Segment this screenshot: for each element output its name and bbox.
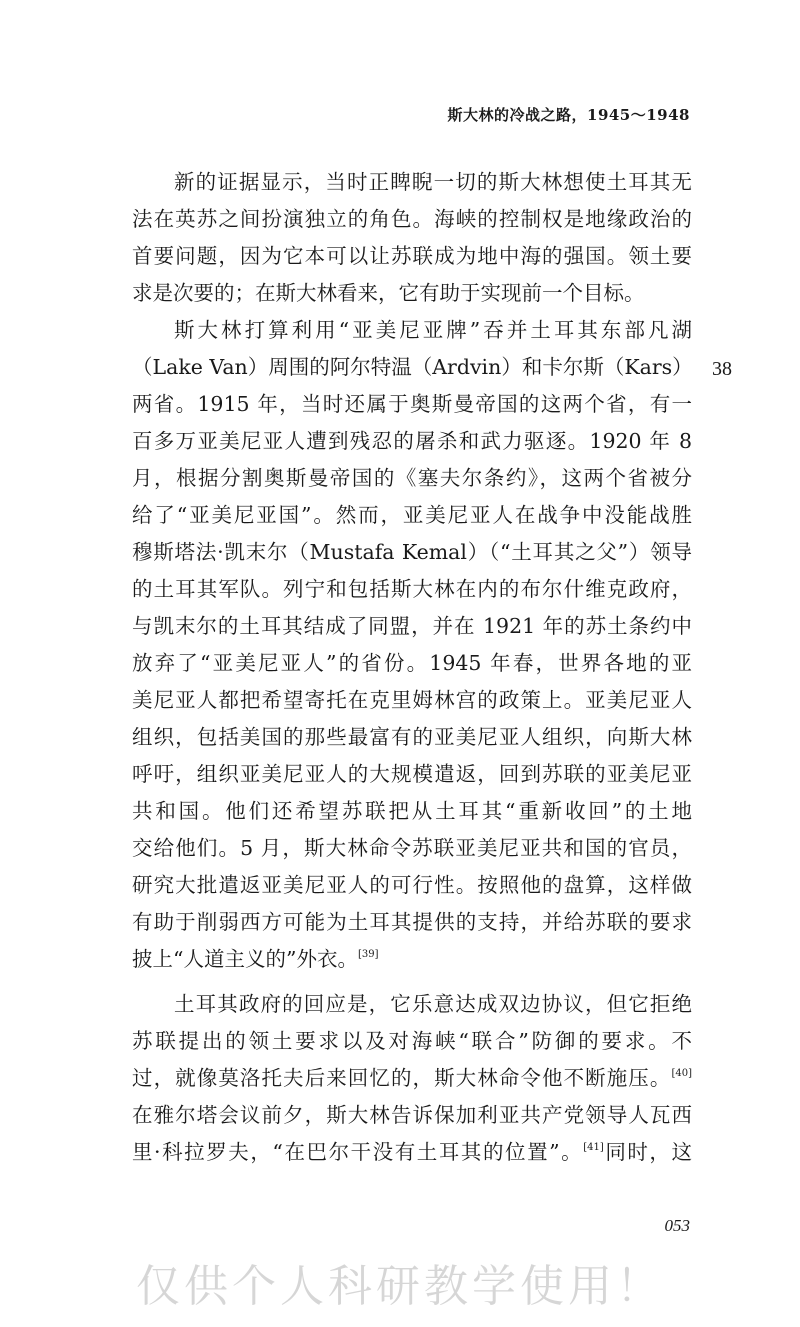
text-line: 共和国。他们还希望苏联把从土耳其“重新收回”的土地 (132, 799, 692, 823)
text-line: 放弃了“亚美尼亚人”的省份。1945 年春，世界各地的亚 (132, 651, 692, 675)
text-line: 首要问题，因为它本可以让苏联成为地中海的强国。领土要 (132, 244, 692, 268)
text-line: 斯大林打算利用“亚美尼亚牌”吞并土耳其东部凡湖 (174, 318, 692, 342)
watermark: 仅供个人科研教学使用！ (136, 1261, 664, 1312)
text-line: 与凯末尔的土耳其结成了同盟，并在 1921 年的苏土条约中 (132, 614, 692, 638)
footnote-ref[interactable]: [39] (357, 949, 379, 960)
text-line: 百多万亚美尼亚人遭到残忍的屠杀和武力驱逐。1920 年 8 (132, 429, 692, 453)
line-text: 过，就像莫洛托夫后来回忆的，斯大林命令他不断施压。 (132, 1066, 672, 1090)
body-text (132, 164, 692, 1171)
text-line: 呼吁，组织亚美尼亚人的大规模遣返，回到苏联的亚美尼亚 (132, 762, 692, 786)
text-line (132, 1060, 692, 1097)
text-line: 土耳其政府的回应是，它乐意达成双边协议，但它拒绝 (174, 992, 692, 1016)
text-line: 苏联提出的领土要求以及对海峡“联合”防御的要求。不 (132, 1029, 692, 1053)
text-line: 法在英苏之间扮演独立的角色。海峡的控制权是地缘政治的 (132, 207, 692, 231)
running-head: 斯大林的冷战之路，1945～1948 (447, 106, 690, 124)
footnote-ref[interactable]: [41] (583, 1142, 604, 1153)
text-line: 有助于削弱西方可能为土耳其提供的支持，并给苏联的要求 (132, 910, 692, 934)
text-line (132, 1134, 692, 1171)
margin-page-reference: 38 (712, 358, 732, 380)
text-line: 月，根据分割奥斯曼帝国的《塞夫尔条约》，这两个省被分 (132, 466, 692, 490)
text-line: 研究大批遣返亚美尼亚人的可行性。按照他的盘算，这样做 (132, 873, 692, 897)
text-line: 交给他们。5 月，斯大林命令苏联亚美尼亚共和国的官员， (132, 836, 692, 860)
line-text: 披上“人道主义的”外衣。 (132, 947, 358, 971)
line-text: 里·科拉罗夫，“在巴尔干没有土耳其的位置”。 (132, 1140, 584, 1164)
footnote-ref[interactable]: [40] (671, 1068, 692, 1079)
page-number: 053 (664, 1216, 690, 1235)
text-line: 给了“亚美尼亚国”。然而，亚美尼亚人在战争中没能战胜 (132, 503, 692, 527)
text-line: 求是次要的；在斯大林看来，它有助于实现前一个目标。 (132, 281, 645, 305)
line-text: 同时，这 (603, 1140, 692, 1164)
text-line: 新的证据显示，当时正睥睨一切的斯大林想使土耳其无 (174, 170, 692, 194)
text-line: 美尼亚人都把希望寄托在克里姆林宫的政策上。亚美尼亚人 (132, 688, 692, 712)
text-line: 的土耳其军队。列宁和包括斯大林在内的布尔什维克政府， (132, 577, 692, 601)
text-line: 在雅尔塔会议前夕，斯大林告诉保加利亚共产党领导人瓦西 (132, 1103, 692, 1127)
text-line: 穆斯塔法·凯末尔（Mustafa Kemal）（“土耳其之父”）领导 (132, 540, 692, 564)
text-line: （Lake Van）周围的阿尔特温（Ardvin）和卡尔斯（Kars） (132, 355, 693, 379)
text-line: 组织，包括美国的那些最富有的亚美尼亚人组织，向斯大林 (132, 725, 692, 749)
text-line: 两省。1915 年，当时还属于奥斯曼帝国的这两个省，有一 (132, 392, 692, 416)
text-line (132, 941, 692, 978)
